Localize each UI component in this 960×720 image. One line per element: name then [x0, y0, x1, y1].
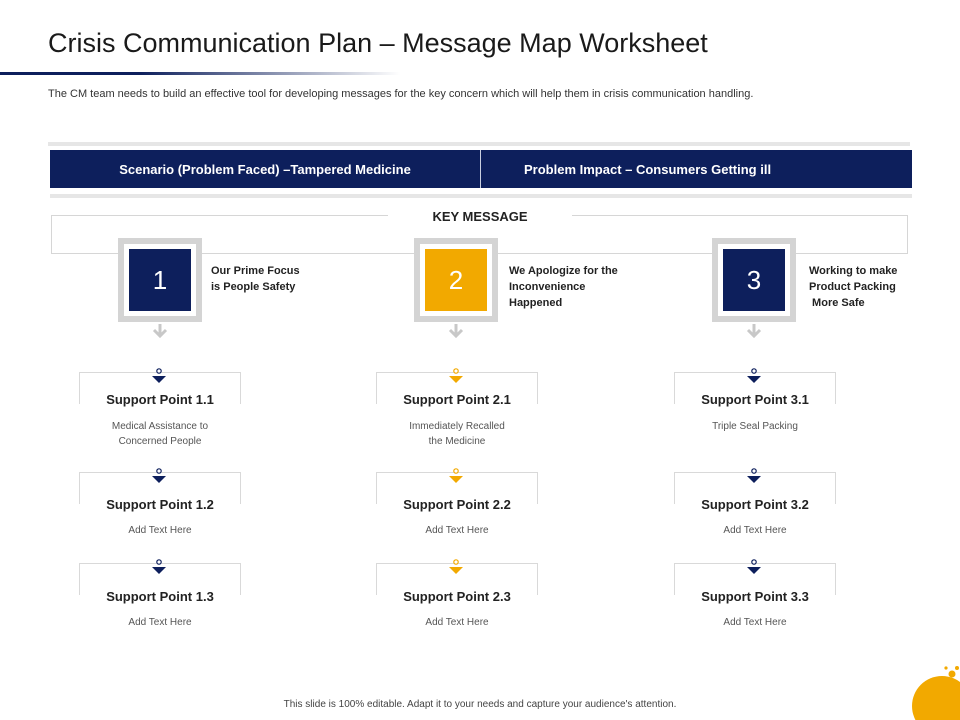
support-point-3-3-desc: Add Text Here — [723, 617, 787, 628]
pin-marker-icon — [746, 368, 762, 384]
band-top-rule — [48, 142, 910, 146]
message-3-text: Working to make Product Packing More Safe — [809, 265, 898, 309]
band-bottom-rule — [50, 194, 912, 198]
pin-marker-icon — [151, 468, 167, 484]
message-1-text: Our Prime Focus is People Safety — [211, 265, 300, 293]
support-point-3-2-desc: Add Text Here — [723, 525, 787, 536]
pin-marker-icon — [448, 559, 464, 575]
footer-note: This slide is 100% editable. Adapt it to your needs and capture your audience's attention. — [283, 699, 677, 710]
message-2-text: We Apologize for the Inconvenience Happened — [509, 265, 618, 309]
message-3-number: 3 — [723, 249, 785, 311]
message-2-down-arrow-icon — [447, 324, 465, 338]
support-point-2-2-title: Support Point 2.2 — [403, 497, 511, 512]
support-point-3-1-title: Support Point 3.1 — [701, 392, 809, 407]
impact-label: Problem Impact – Consumers Getting ill — [524, 161, 772, 177]
support-point-3-1-desc: Triple Seal Packing — [712, 421, 798, 432]
message-1-down-arrow-icon — [151, 324, 169, 338]
message-1-frame — [118, 238, 202, 322]
support-point-2-1-desc: Immediately Recalled the Medicine — [409, 421, 505, 447]
pin-marker-icon — [746, 559, 762, 575]
message-2-number: 2 — [425, 249, 487, 311]
page-title: Crisis Communication Plan – Message Map Worksheet — [48, 28, 708, 58]
key-message-label: KEY MESSAGE — [388, 206, 572, 228]
support-point-3-2-title: Support Point 3.2 — [701, 497, 809, 512]
message-3-down-arrow-icon — [745, 324, 763, 338]
corner-decoration-icon — [900, 660, 960, 720]
pin-marker-icon — [448, 368, 464, 384]
message-2-frame — [414, 238, 498, 322]
pin-marker-icon — [448, 468, 464, 484]
support-point-1-2-title: Support Point 1.2 — [106, 497, 214, 512]
scenario-label: Scenario (Problem Faced) –Tampered Medicine — [50, 150, 481, 188]
support-point-1-3-desc: Add Text Here — [128, 617, 192, 628]
title-underline — [0, 72, 400, 75]
pin-marker-icon — [151, 368, 167, 384]
support-point-1-3-title: Support Point 1.3 — [106, 589, 214, 604]
pin-marker-icon — [746, 468, 762, 484]
support-point-2-3-title: Support Point 2.3 — [403, 589, 511, 604]
page-subtitle: The CM team needs to build an effective tool for developing messages for the key concern which will help them in crisis communication handling. — [48, 88, 754, 100]
support-point-1-1-title: Support Point 1.1 — [106, 392, 214, 407]
support-point-1-1-desc: Medical Assistance to Concerned People — [111, 421, 209, 447]
support-point-2-2-desc: Add Text Here — [425, 525, 489, 536]
pin-marker-icon — [151, 559, 167, 575]
support-point-2-3-desc: Add Text Here — [425, 617, 489, 628]
scenario-band — [50, 150, 912, 188]
message-1-number: 1 — [129, 249, 191, 311]
support-point-2-1-title: Support Point 2.1 — [403, 392, 511, 407]
support-point-3-3-title: Support Point 3.3 — [701, 589, 809, 604]
message-3-frame — [712, 238, 796, 322]
support-point-1-2-desc: Add Text Here — [128, 525, 192, 536]
